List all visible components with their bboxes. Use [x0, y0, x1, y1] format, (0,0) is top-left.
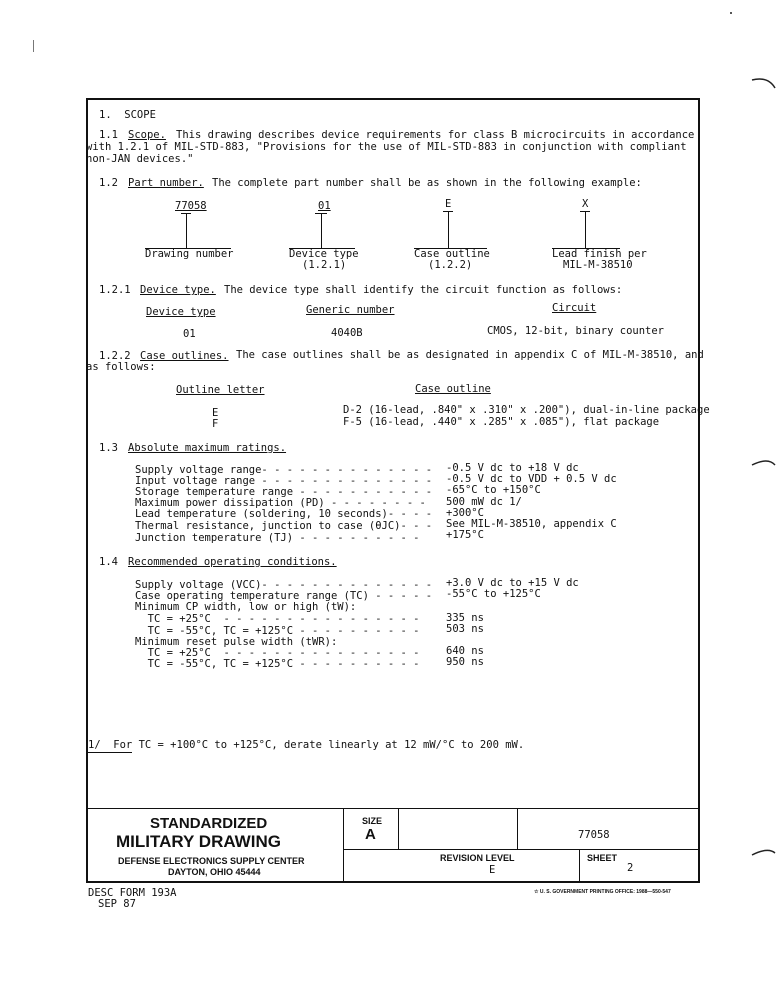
- part-label-lead-finish: Lead finish per: [552, 248, 647, 260]
- rec-op-name: Minimum reset pulse width (tWR):: [135, 636, 338, 648]
- gpo-imprint: ☆ U. S. GOVERNMENT PRINTING OFFICE: 1988—550-547: [534, 889, 671, 895]
- rec-op-value: 503 ns: [446, 623, 484, 635]
- abs-max-value: See MIL-M-38510, appendix C: [446, 518, 617, 530]
- title-standardized: STANDARDIZED: [150, 815, 268, 832]
- rec-op-name: TC = +25°C - - - - - - - - - - - - - - - -: [135, 647, 420, 659]
- part-stem-2: [321, 213, 322, 249]
- footnote: 1/ For TC = +100°C to +125°C, derate linearly at 12 mW/°C to 200 mW.: [88, 739, 525, 751]
- form-id: DESC FORM 193A: [88, 887, 177, 899]
- device-table-cell-circuit: CMOS, 12-bit, binary counter: [487, 325, 665, 337]
- section-1-3-title: Absolute maximum ratings.: [128, 442, 287, 454]
- sheet-value: 2: [627, 862, 634, 874]
- device-table-cell-type: 01: [183, 328, 196, 340]
- part-label-drawing-number: Drawing number: [145, 248, 234, 260]
- section-1-2-1-text: The device type shall identify the circuit function as follows:: [224, 284, 623, 296]
- section-1-1-text-line2: with 1.2.1 of MIL-STD-883, "Provisions for the use of MIL-STD-883 in conjunction with compliant: [86, 141, 687, 153]
- part-label-case-outline: Case outline: [414, 248, 490, 260]
- rec-op-name: Supply voltage (VCC)- - - - - - - - - - - - - -: [135, 579, 433, 591]
- case-table-header-letter: Outline letter: [176, 384, 265, 396]
- rec-op-name: Case operating temperature range (TC) - - - - -: [135, 590, 433, 602]
- form-date: SEP 87: [98, 898, 136, 910]
- device-table-header-generic: Generic number: [306, 304, 395, 316]
- title-city: DAYTON, OHIO 45444: [168, 867, 261, 877]
- abs-max-name: Storage temperature range - - - - - - - - - - -: [135, 486, 433, 498]
- abs-max-value: +175°C: [446, 529, 484, 541]
- rec-op-name: TC = -55°C, TC = +125°C - - - - - - - - - -: [135, 625, 420, 637]
- part-stem-1: [186, 213, 187, 249]
- abs-max-name: Supply voltage range- - - - - - - - - - - - - -: [135, 464, 433, 476]
- section-1-1-text-line1: This drawing describes device requirements for class B microcircuits in accordance: [176, 129, 695, 141]
- abs-max-value: +300°C: [446, 507, 484, 519]
- section-1-2-text: The complete part number shall be as shown in the following example:: [212, 177, 642, 189]
- part-label-device-type-ref: (1.2.1): [302, 259, 347, 271]
- case-table-cell-letter-f: F: [212, 418, 219, 430]
- section-1-4-label: 1.4: [99, 556, 118, 568]
- rec-op-value: +3.0 V dc to +15 V dc: [446, 577, 579, 589]
- section-1-2-2-text-line2: as follows:: [86, 361, 156, 373]
- case-table-cell-outline-e: D-2 (16-lead, .840" x .310" x .200"), dual-in-line package: [343, 404, 710, 416]
- drawing-number-value: 77058: [578, 829, 610, 841]
- rec-op-value: 950 ns: [446, 656, 484, 668]
- part-stem-4: [585, 211, 586, 249]
- part-label-lead-finish-spec: MIL-M-38510: [563, 259, 633, 271]
- device-table-header-circuit: Circuit: [552, 302, 597, 314]
- section-1-3-label: 1.3: [99, 442, 118, 454]
- title-military-drawing: MILITARY DRAWING: [116, 832, 281, 851]
- title-block-blank-cell: [398, 808, 518, 850]
- abs-max-value: 500 mW dc 1/: [446, 496, 522, 508]
- abs-max-name: Lead temperature (soldering, 10 seconds)- - - -: [135, 508, 433, 520]
- section-heading-scope: 1. SCOPE: [99, 109, 156, 121]
- part-lead-finish: X: [582, 198, 589, 210]
- size-label: SIZE: [362, 816, 383, 826]
- case-table-cell-letter-e: E: [212, 407, 219, 419]
- footnote-rule: [88, 752, 132, 753]
- abs-max-value: -0.5 V dc to VDD + 0.5 V dc: [446, 473, 617, 485]
- abs-max-name: Input voltage range - - - - - - - - - - - - - -: [135, 475, 433, 487]
- scan-mark-dot: [730, 12, 732, 14]
- revision-level-value: E: [489, 864, 496, 876]
- part-label-case-outline-ref: (1.2.2): [428, 259, 473, 271]
- section-1-1-text-line3: non-JAN devices.": [86, 153, 194, 165]
- part-device-type: 01: [318, 200, 331, 212]
- rec-op-value: 335 ns: [446, 612, 484, 624]
- section-1-2-1-title: Device type.: [140, 284, 216, 296]
- section-1-2-2-title: Case outlines.: [140, 350, 229, 362]
- section-1-2-2-label: 1.2.2: [99, 350, 131, 362]
- part-label-device-type: Device type: [289, 248, 359, 260]
- scan-mark-left: [33, 40, 34, 52]
- binding-mark-bottom: [750, 845, 777, 865]
- rec-op-name: Minimum CP width, low or high (tW):: [135, 601, 357, 613]
- rec-op-value: 640 ns: [446, 645, 484, 657]
- case-table-cell-outline-f: F-5 (16-lead, .440" x .285" x .085"), flat package: [343, 416, 660, 428]
- part-case-outline: E: [445, 198, 452, 210]
- section-1-1-label: 1.1: [99, 129, 118, 141]
- section-1-4-title: Recommended operating conditions.: [128, 556, 337, 568]
- binding-mark-middle: [750, 455, 777, 475]
- abs-max-value: -0.5 V dc to +18 V dc: [446, 462, 579, 474]
- abs-max-name: Thermal resistance, junction to case (θJC)- - -: [135, 520, 433, 532]
- rec-op-value: -55°C to +125°C: [446, 588, 541, 600]
- part-stem-3: [448, 211, 449, 249]
- abs-max-name: Maximum power dissipation (PD) - - - - - - - -: [135, 497, 426, 509]
- case-table-header-outline: Case outline: [415, 383, 491, 395]
- section-1-2-title: Part number.: [128, 177, 204, 189]
- abs-max-value: -65°C to +150°C: [446, 484, 541, 496]
- device-table-header-type: Device type: [146, 306, 216, 318]
- size-value: A: [365, 826, 376, 843]
- rec-op-name: TC = -55°C, TC = +125°C - - - - - - - - - -: [135, 658, 420, 670]
- section-1-2-1-label: 1.2.1: [99, 284, 131, 296]
- sheet-label: SHEET: [587, 853, 618, 863]
- binding-mark-top: [750, 74, 777, 94]
- title-supply-center: DEFENSE ELECTRONICS SUPPLY CENTER: [118, 856, 305, 866]
- section-1-2-2-text-line1: The case outlines shall be as designated in appendix C of MIL-M-38510, and: [236, 349, 704, 361]
- device-table-cell-generic: 4040B: [331, 327, 363, 339]
- section-1-2-label: 1.2: [99, 177, 118, 189]
- section-1-1-title: Scope.: [128, 129, 166, 141]
- part-drawing-number: 77058: [175, 200, 207, 212]
- rec-op-name: TC = +25°C - - - - - - - - - - - - - - - -: [135, 613, 420, 625]
- abs-max-name: Junction temperature (TJ) - - - - - - - - - -: [135, 532, 420, 544]
- revision-level-label: REVISION LEVEL: [440, 853, 515, 863]
